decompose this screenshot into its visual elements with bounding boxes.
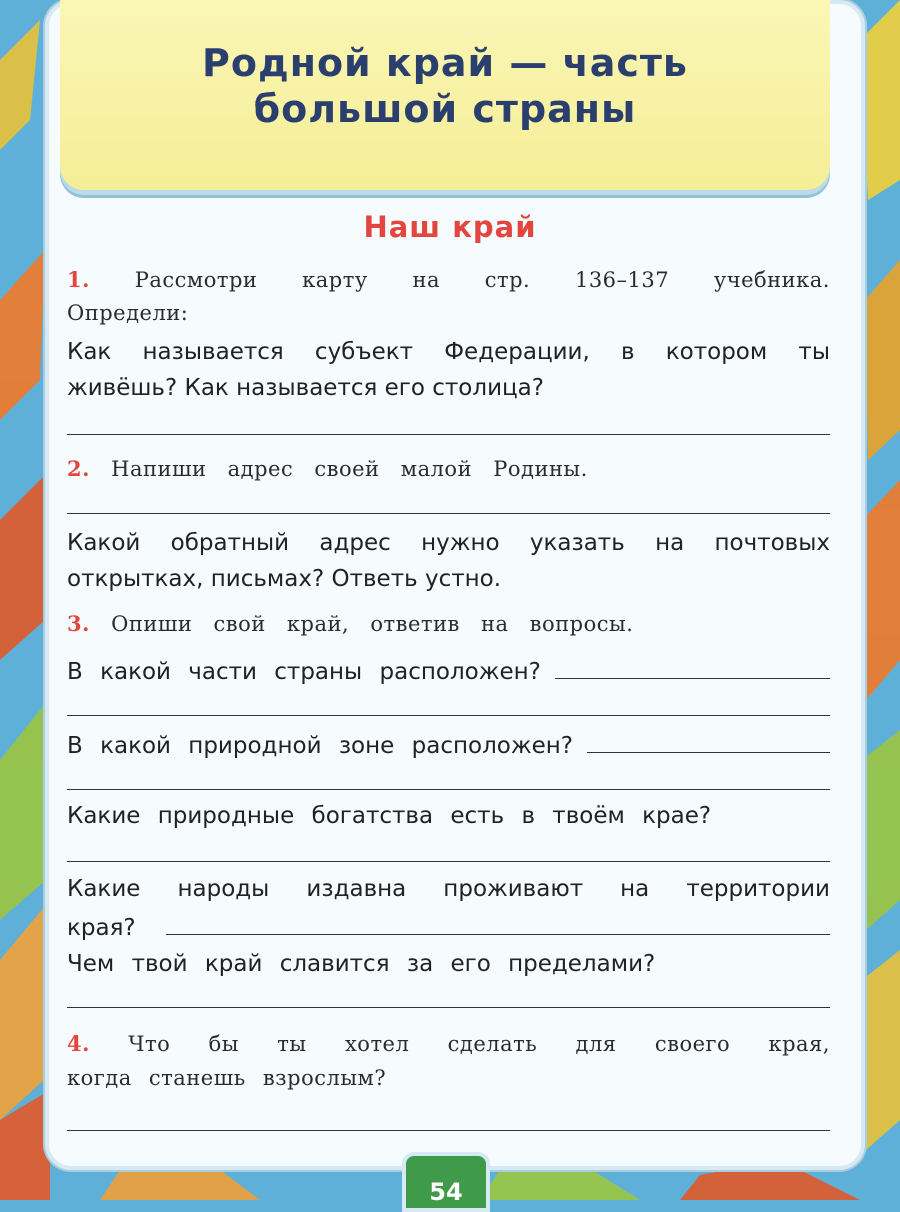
task4-instruction (67, 1027, 830, 1061)
task1-question-line2: живёшь? Как называется его столица? (67, 375, 544, 401)
task3-instruction (67, 607, 830, 641)
task-number: 4. (67, 1031, 90, 1056)
task3-q4-line1: Какие народы издавна проживают на территории (67, 876, 830, 902)
task2-text: Напиши адрес своей малой Родины. (111, 457, 588, 481)
answer-line[interactable] (67, 513, 830, 514)
task3-q3: Какие природные богатства есть в твоём крае? (67, 803, 712, 829)
answer-line[interactable] (67, 434, 830, 435)
page-title: Родной край — часть большой страны (202, 41, 688, 131)
task-number: 3. (67, 611, 90, 636)
task-number: 1. (67, 267, 90, 292)
answer-line[interactable] (67, 861, 830, 862)
page-number: 54 (429, 1178, 463, 1206)
answer-line[interactable] (67, 1130, 830, 1131)
section-title: Наш край (363, 210, 537, 244)
answer-line[interactable] (587, 726, 830, 753)
title-banner (60, 0, 830, 190)
answer-line[interactable] (67, 789, 830, 790)
task1-text-line1: Рассмотри карту на стр. 136–137 учебника. (134, 268, 830, 292)
task3-q2-row (67, 726, 830, 762)
task3-text: Опиши свой край, ответив на вопросы. (111, 612, 634, 636)
task2-question-line1: Какой обратный адрес нужно указать на почтовых (67, 530, 830, 556)
task-number: 2. (67, 456, 90, 481)
task1-instruction (67, 263, 830, 297)
task2-instruction (67, 452, 830, 486)
task4-text-line1: Что бы ты хотел сделать для своего края, (128, 1032, 831, 1056)
answer-line[interactable] (166, 908, 830, 935)
task3-q1-row (67, 652, 830, 688)
task3-q5: Чем твой край славится за его пределами? (67, 951, 656, 977)
task3-q1: В какой части страны расположен? (67, 659, 541, 685)
answer-line[interactable] (67, 1007, 830, 1008)
page-number-tab (402, 1152, 490, 1212)
task3-q4-row (67, 908, 830, 944)
task1-question-line1: Как называется субъект Федерации, в котором ты (67, 339, 830, 365)
task1-text-line2: Определи: (67, 301, 189, 325)
task2-question-line2: открытках, письмах? Ответь устно. (67, 566, 502, 592)
answer-line[interactable] (555, 652, 830, 679)
answer-line[interactable] (67, 715, 830, 716)
task3-q4-line2: края? (67, 915, 136, 941)
task3-q2: В какой природной зоне расположен? (67, 733, 573, 759)
task4-text-line2: когда станешь взрослым? (67, 1066, 387, 1090)
